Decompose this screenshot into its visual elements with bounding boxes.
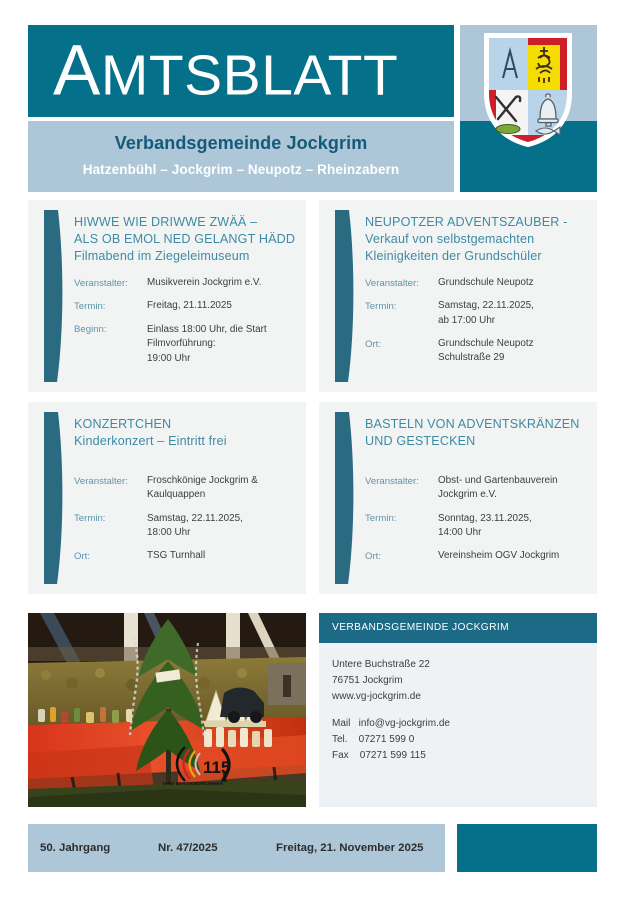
event-title-line: BASTELN VON ADVENTSKRÄNZEN xyxy=(365,417,580,431)
crest-panel xyxy=(460,25,597,192)
detail-label: Veranstalter: xyxy=(365,475,419,487)
detail-value xyxy=(438,337,587,366)
event-title-line: Kleinigkeiten der Grundschüler xyxy=(365,249,542,263)
detail-value-line: Grundschule Neupotz xyxy=(438,338,534,350)
address-line: Untere Buchstraße 22 xyxy=(332,659,430,670)
issue-info-bar xyxy=(28,824,445,872)
event-detail-row xyxy=(365,337,587,366)
issue-date: Freitag, 21. November 2025 xyxy=(276,842,424,854)
event-title-line: Verkauf von selbstgemachten xyxy=(365,232,535,246)
detail-value xyxy=(438,549,587,563)
detail-value xyxy=(147,474,296,503)
masthead-subtitle-band xyxy=(28,121,454,192)
detail-value xyxy=(438,276,587,290)
event-detail-row xyxy=(74,276,296,290)
contact-panel xyxy=(319,613,597,807)
event-card[interactable] xyxy=(319,200,597,392)
event-detail-rows xyxy=(74,474,296,564)
fax-line: Fax 07271 599 115 xyxy=(332,750,426,761)
masthead-title-band xyxy=(28,25,454,117)
event-title-line: Filmabend im Ziegeleimuseum xyxy=(74,249,250,263)
detail-label: Veranstalter: xyxy=(74,475,128,487)
card-accent-bar-icon xyxy=(44,412,64,584)
detail-label: Termin: xyxy=(365,513,397,525)
detail-label: Veranstalter: xyxy=(365,277,419,289)
event-title xyxy=(365,416,587,450)
detail-value-line: 14:00 Uhr xyxy=(438,527,482,539)
event-title-line: UND GESTECKEN xyxy=(365,434,476,448)
detail-label: Beginn: xyxy=(74,324,107,336)
detail-label: Ort: xyxy=(74,550,90,562)
detail-value xyxy=(147,512,296,541)
detail-label: Termin: xyxy=(74,513,106,525)
address-line: 76751 Jockgrim xyxy=(332,675,403,686)
issue-volume: 50. Jahrgang xyxy=(40,842,111,854)
detail-value-line: Jockgrim e.V. xyxy=(438,489,497,501)
email-line[interactable]: Mail info@vg-jockgrim.de xyxy=(332,718,450,729)
detail-value xyxy=(147,549,296,563)
detail-value-line: 19:00 Uhr xyxy=(147,352,191,364)
event-card-grid xyxy=(28,200,597,594)
event-detail-rows xyxy=(365,474,587,564)
issue-number: Nr. 47/2025 xyxy=(158,842,218,854)
detail-value-line: Samstag, 22.11.2025, xyxy=(147,512,243,524)
card-accent-bar-icon xyxy=(44,210,64,382)
detail-value-line: Grundschule Neupotz xyxy=(438,277,534,288)
event-card[interactable] xyxy=(28,402,306,594)
event-detail-rows xyxy=(365,276,587,366)
detail-value xyxy=(438,299,587,328)
detail-value-line: Kaulquappen xyxy=(147,489,206,501)
detail-value-line: Obst- und Gartenbauverein xyxy=(438,475,558,486)
contact-heading: VERBANDSGEMEINDE JOCKGRIM xyxy=(332,622,509,633)
event-card[interactable] xyxy=(319,402,597,594)
website-link[interactable]: www.vg-jockgrim.de xyxy=(332,691,421,702)
page-title-initial: A xyxy=(53,31,101,111)
event-title xyxy=(74,416,296,450)
masthead xyxy=(28,25,597,192)
detail-label: Ort: xyxy=(365,338,381,350)
event-detail-row xyxy=(365,474,587,503)
event-detail-row xyxy=(365,276,587,290)
detail-label: Termin: xyxy=(74,300,106,312)
detail-value xyxy=(438,474,587,503)
detail-value xyxy=(147,299,296,313)
event-detail-row xyxy=(365,512,587,541)
card-accent-bar-icon xyxy=(335,412,355,584)
event-title xyxy=(365,214,587,265)
detail-value-line: Sonntag, 23.11.2025, xyxy=(438,512,532,524)
detail-value xyxy=(147,276,296,290)
logo-115-icon xyxy=(163,742,235,788)
detail-value-line: Froschkönige Jockgrim & xyxy=(147,475,258,486)
logo-115-tagline: IHRE BEHÖRDENNUMMER xyxy=(163,781,224,786)
logo-115-number: 115 xyxy=(203,758,231,777)
detail-value-line: Filmvorführung: xyxy=(147,338,216,350)
card-accent-bar-icon xyxy=(335,210,355,382)
detail-value xyxy=(438,512,587,541)
municipality-name: Verbandsgemeinde Jockgrim xyxy=(114,133,368,153)
detail-value-line: Schulstraße 29 xyxy=(438,352,505,364)
event-card[interactable] xyxy=(28,200,306,392)
event-detail-row xyxy=(74,323,296,366)
event-title-line: Kinderkonzert – Eintritt frei xyxy=(74,434,227,448)
event-detail-row xyxy=(74,474,296,503)
event-title-line: KONZERTCHEN xyxy=(74,417,172,431)
detail-value-line: Einlass 18:00 Uhr, die Start xyxy=(147,323,267,335)
coat-of-arms-icon xyxy=(482,31,574,149)
event-detail-row xyxy=(74,512,296,541)
event-detail-rows xyxy=(74,276,296,366)
page-title xyxy=(53,31,399,111)
detail-value-line: TSG Turnhall xyxy=(147,550,206,562)
contact-methods xyxy=(332,716,450,764)
event-detail-row xyxy=(365,549,587,563)
contact-body xyxy=(332,657,450,764)
detail-label: Termin: xyxy=(365,300,397,312)
detail-value-line: Musikverein Jockgrim e.V. xyxy=(147,277,262,288)
event-detail-row xyxy=(365,299,587,328)
event-detail-row xyxy=(74,299,296,313)
event-title-line: NEUPOTZER ADVENTSZAUBER - xyxy=(365,215,568,229)
detail-value-line: Samstag, 22.11.2025, xyxy=(438,300,534,312)
detail-value-line: Freitag, 21.11.2025 xyxy=(147,300,232,312)
detail-label: Veranstalter: xyxy=(74,277,128,289)
detail-value-line: 18:00 Uhr xyxy=(147,527,191,539)
footer-accent-block xyxy=(457,824,597,872)
page-title-rest: MTSBLATT xyxy=(100,43,399,108)
detail-value-line: Vereinsheim OGV Jockgrim xyxy=(438,550,560,562)
event-title xyxy=(74,214,296,265)
detail-label: Ort: xyxy=(365,550,381,562)
event-title-line: HIWWE WIE DRIWWE ZWÄÄ – xyxy=(74,215,258,229)
phone-line: Tel. 07271 599 0 xyxy=(332,734,415,745)
detail-value xyxy=(147,323,296,366)
member-towns: Hatzenbühl – Jockgrim – Neupotz – Rheinzabern xyxy=(82,162,400,177)
event-title-line: ALS OB EMOL NED GELANGT HÄDD xyxy=(74,232,296,246)
event-detail-row xyxy=(74,549,296,563)
detail-value-line: ab 17:00 Uhr xyxy=(438,314,496,326)
